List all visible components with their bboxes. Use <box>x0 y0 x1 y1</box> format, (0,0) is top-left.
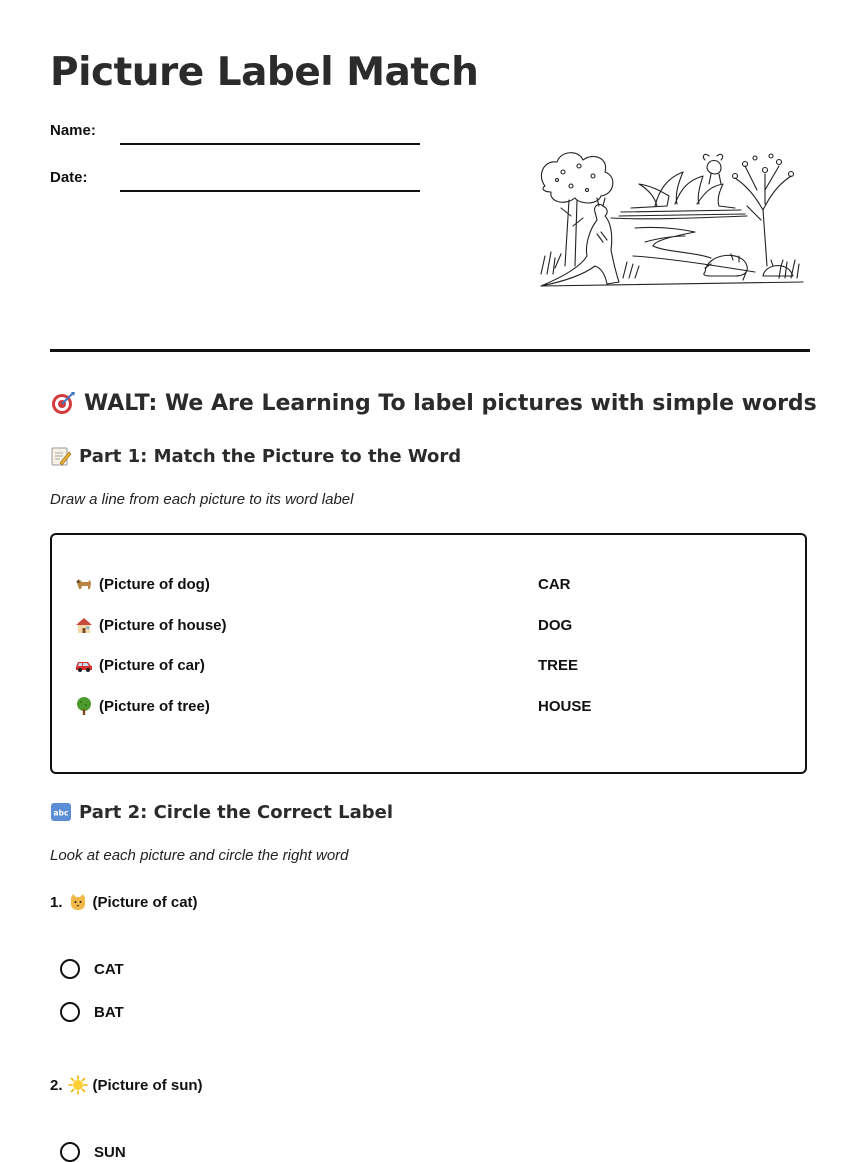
radio-circle[interactable] <box>60 1002 80 1022</box>
option-label: BAT <box>94 1003 124 1021</box>
option-label: CAT <box>94 960 124 978</box>
question-label: (Picture of sun) <box>92 1076 203 1094</box>
date-field[interactable] <box>120 190 420 192</box>
cat-icon <box>68 892 88 912</box>
radio-circle[interactable] <box>60 959 80 979</box>
part1-instruction: Draw a line from each picture to its word label <box>50 491 354 508</box>
picture-item-tree <box>74 696 210 716</box>
picture-label: (Picture of tree) <box>99 697 210 715</box>
date-label: Date: <box>50 169 88 186</box>
memo-icon <box>50 445 72 467</box>
car-icon <box>74 655 94 675</box>
answer-option-cat[interactable] <box>60 959 124 979</box>
part1-heading-text: Part 1: Match the Picture to the Word <box>79 445 462 467</box>
part2-heading-text: Part 2: Circle the Correct Label <box>79 801 394 823</box>
picture-label: (Picture of car) <box>99 656 205 674</box>
picture-item-house <box>74 615 227 635</box>
walt-heading <box>50 390 817 416</box>
sun-icon <box>68 1075 88 1095</box>
word-label-house: HOUSE <box>538 698 592 715</box>
name-label: Name: <box>50 122 96 139</box>
question-2 <box>50 1075 203 1095</box>
picture-item-dog <box>74 574 210 594</box>
picture-label: (Picture of dog) <box>99 575 210 593</box>
page-title: Picture Label Match <box>50 50 479 95</box>
dog-icon <box>74 574 94 594</box>
matching-box <box>50 533 807 774</box>
abc-icon <box>50 801 72 823</box>
radio-circle[interactable] <box>60 1142 80 1162</box>
picture-label: (Picture of house) <box>99 616 227 634</box>
target-icon <box>50 390 76 416</box>
part2-instruction: Look at each picture and circle the right word <box>50 847 349 864</box>
word-label-tree: TREE <box>538 657 579 674</box>
question-1 <box>50 892 198 912</box>
option-label: SUN <box>94 1143 126 1161</box>
house-icon <box>74 615 94 635</box>
tree-icon <box>74 696 94 716</box>
question-number: 2. <box>50 1076 63 1094</box>
answer-option-bat[interactable] <box>60 1002 124 1022</box>
question-label: (Picture of cat) <box>92 893 198 911</box>
australian-scene-illustration <box>535 146 807 292</box>
answer-option-sun[interactable] <box>60 1142 126 1162</box>
part2-heading <box>50 801 393 823</box>
svg-text:abc: abc <box>53 808 69 818</box>
word-label-dog: DOG <box>538 617 573 634</box>
name-field[interactable] <box>120 143 420 145</box>
section-divider <box>50 349 810 352</box>
walt-text: WALT: We Are Learning To label pictures with simple words <box>84 390 817 416</box>
question-number: 1. <box>50 893 63 911</box>
part1-heading <box>50 445 461 467</box>
picture-item-car <box>74 655 205 675</box>
word-label-car: CAR <box>538 576 571 593</box>
